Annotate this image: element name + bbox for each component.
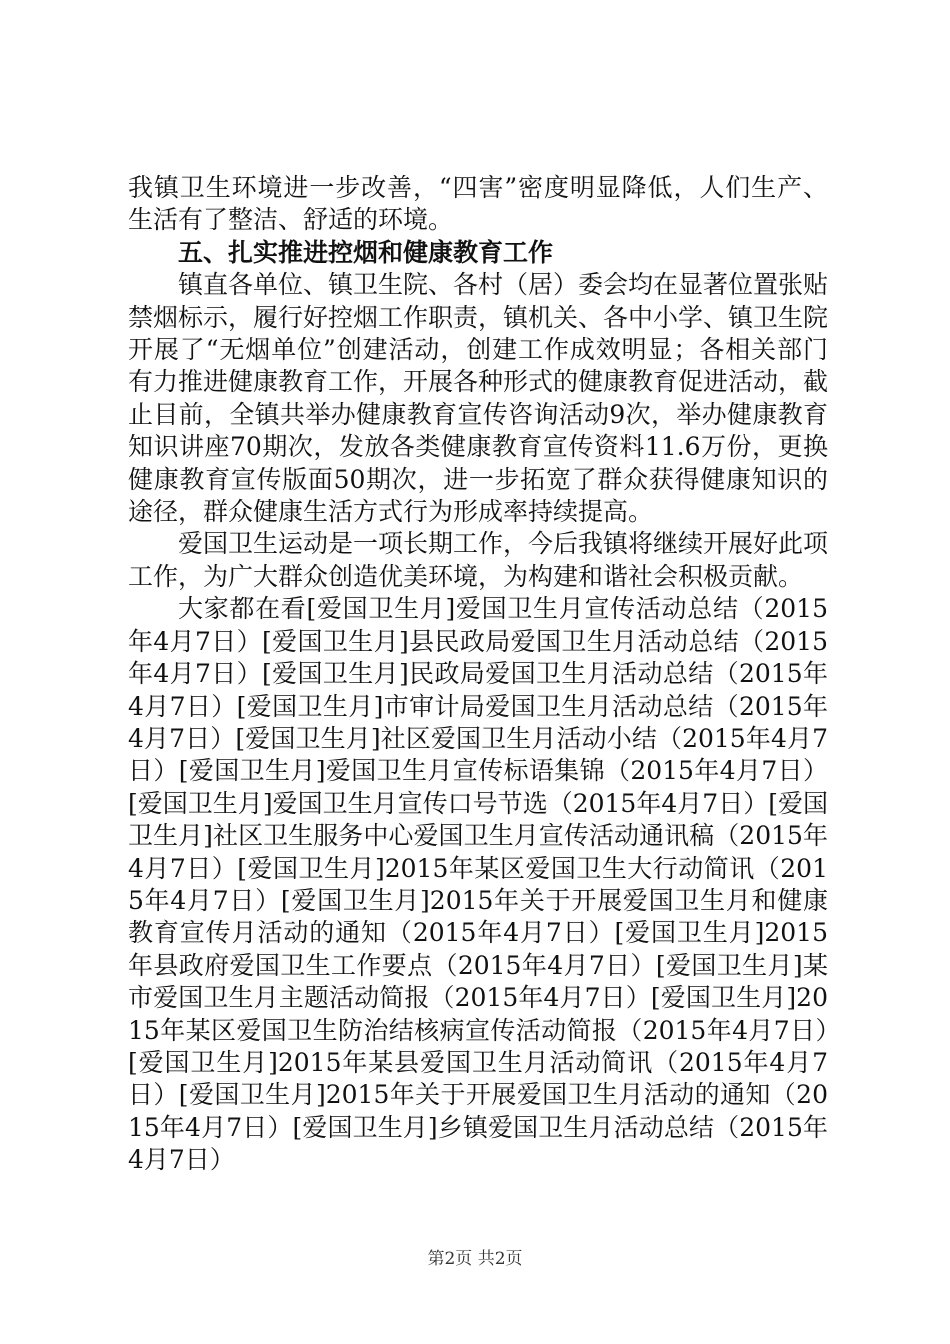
paragraph-smoking-control: 镇直各单位、镇卫生院、各村（居）委会均在显著位置张贴禁烟标示，履行好控烟工作职责，镇机关、各中小学、镇卫生院开展了“无烟单位”创建活动，创建工作成效明显；各相关部门有力推进健康教育工作，开展各种形式的健康教育促进活动，截止目前，全镇共举办健康教育宣传咨询活动9次，举办健康教育知识讲座70期次，发放各类健康教育宣传资料11.6万份，更换健康教育宣传版面50期次，进一步拓宽了群众获得健康知识的途径，群众健康生活方式行为形成率持续提高。 (128, 270, 829, 527)
section-heading: 五、扎实推进控烟和健康教育工作 (178, 237, 554, 267)
paragraph-continued: 我镇卫生环境进一步改善，“四害”密度明显降低，人们生产、生活有了整洁、舒适的环境。 (128, 173, 828, 235)
page-number-footer: 第2页 共2页 (427, 1249, 523, 1269)
paragraph-conclusion: 爱国卫生运动是一项长期工作，今后我镇将继续开展好此项工作，为广大群众创造优美环境，为构建和谐社会积极贡献。 (128, 529, 829, 591)
paragraph-related-articles: 大家都在看[爱国卫生月]爱国卫生月宣传活动总结（2015年4月7日）[爱国卫生月]县民政局爱国卫生月活动总结（2015年4月7日）[爱国卫生月]民政局爱国卫生月活动总结（2015年4月7日）[爱国卫生月]市审计局爱国卫生月活动总结（2015年4月7日）[爱国卫生月]社区爱国卫生月活动小结（2015年4月7日）[爱国卫生月]爱国卫生月宣传标语集锦（2015年4月7日）[爱国卫生月]爱国卫生月宣传口号节选（2015年4月7日）[爱国卫生月]社区卫生服务中心爱国卫生月宣传活动通讯稿（2015年4月7日）[爱国卫生月]2015年某区爱国卫生大行动简讯（2015年4月7日）[爱国卫生月]2015年关于开展爱国卫生月和健康教育宣传月活动的通知（2015年4月7日）[爱国卫生月]2015年县政府爱国卫生工作要点（2015年4月7日）[爱国卫生月]某市爱国卫生月主题活动简报（2015年4月7日）[爱国卫生月]2015年某区爱国卫生防治结核病宣传活动简报（2015年4月7日）[爱国卫生月]2015年某县爱国卫生月活动简讯（2015年4月7日）[爱国卫生月]2015年关于开展爱国卫生月活动的通知（2015年4月7日）[爱国卫生月]乡镇爱国卫生月活动总结（2015年4月7日） (128, 594, 828, 1175)
document-body (128, 172, 828, 1177)
